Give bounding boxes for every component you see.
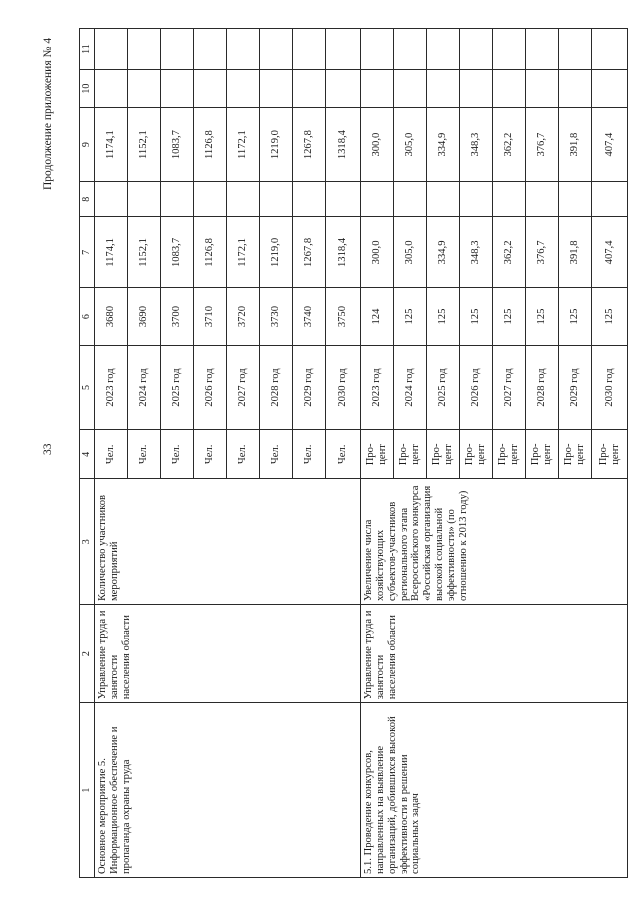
column-header: 6	[80, 288, 95, 345]
cell-c7: 1219,0	[260, 217, 293, 288]
cell-c4: Про-цент	[460, 430, 493, 479]
cell-c10	[493, 70, 526, 108]
cell-c9: 362,2	[493, 108, 526, 182]
cell-c10	[227, 70, 260, 108]
cell-c4: Про-цент	[394, 430, 427, 479]
cell-c10	[326, 70, 361, 108]
cell-c5: 2025 год	[427, 345, 460, 430]
cell-c11	[493, 29, 526, 70]
cell-c10	[460, 70, 493, 108]
cell-c11	[260, 29, 293, 70]
cell-c6: 125	[493, 288, 526, 345]
cell-c11	[293, 29, 326, 70]
cell-c10	[394, 70, 427, 108]
cell-c8	[326, 181, 361, 216]
cell-c7: 1318,4	[326, 217, 361, 288]
cell-c4: Чел.	[161, 430, 194, 479]
cell-c9: 300,0	[361, 108, 394, 182]
column-header: 2	[80, 605, 95, 703]
cell-c5: 2026 год	[194, 345, 227, 430]
cell-c6: 3710	[194, 288, 227, 345]
cell-c6: 125	[526, 288, 559, 345]
cell-c5: 2028 год	[260, 345, 293, 430]
cell-c10	[260, 70, 293, 108]
cell-c9: 1172,1	[227, 108, 260, 182]
cell-c4: Про-цент	[427, 430, 460, 479]
cell-c9: 376,7	[526, 108, 559, 182]
cell-c5: 2030 год	[592, 345, 628, 430]
cell-c6: 125	[592, 288, 628, 345]
cell-c10	[95, 70, 128, 108]
cell-c7: 334,9	[427, 217, 460, 288]
cell-c6: 125	[394, 288, 427, 345]
cell-c9: 1174,1	[95, 108, 128, 182]
cell-c1: 5.1. Проведение конкурсов, направленных на выявление организаций, добившихся высокой эффективности в решении социальных задач	[361, 703, 628, 878]
cell-c8	[460, 181, 493, 216]
cell-c6: 125	[559, 288, 592, 345]
program-measures-table	[79, 28, 628, 878]
cell-c7: 348,3	[460, 217, 493, 288]
cell-c9: 1126,8	[194, 108, 227, 182]
page-number: 33	[42, 443, 54, 455]
cell-c6: 3690	[128, 288, 161, 345]
cell-c8	[194, 181, 227, 216]
cell-c3: Увеличение числа хозяйствующих субъектов-участников регионального этапа Всероссийского конкурса «Российская организация высокой социальной эффективности» (по отношению к 2013 году)	[361, 479, 628, 605]
cell-c5: 2023 год	[95, 345, 128, 430]
cell-c7: 300,0	[361, 217, 394, 288]
cell-c5: 2025 год	[161, 345, 194, 430]
cell-c8	[260, 181, 293, 216]
column-header: 10	[80, 70, 95, 108]
cell-c6: 3750	[326, 288, 361, 345]
cell-c9: 1318,4	[326, 108, 361, 182]
cell-c4: Чел.	[293, 430, 326, 479]
cell-c10	[293, 70, 326, 108]
cell-c5: 2030 год	[326, 345, 361, 430]
cell-c8	[427, 181, 460, 216]
cell-c4: Про-цент	[361, 430, 394, 479]
column-header: 7	[80, 217, 95, 288]
cell-c5: 2027 год	[227, 345, 260, 430]
cell-c5: 2024 год	[128, 345, 161, 430]
cell-c8	[161, 181, 194, 216]
cell-c11	[161, 29, 194, 70]
cell-c6: 125	[460, 288, 493, 345]
cell-c11	[326, 29, 361, 70]
rotated-table-container	[79, 28, 631, 878]
cell-c8	[293, 181, 326, 216]
cell-c9: 1219,0	[260, 108, 293, 182]
table-row	[361, 29, 394, 878]
cell-c4: Чел.	[227, 430, 260, 479]
cell-c11	[95, 29, 128, 70]
cell-c11	[194, 29, 227, 70]
column-header: 8	[80, 181, 95, 216]
cell-c7: 362,2	[493, 217, 526, 288]
cell-c4: Про-цент	[493, 430, 526, 479]
cell-c8	[493, 181, 526, 216]
cell-c6: 3700	[161, 288, 194, 345]
cell-c9: 1083,7	[161, 108, 194, 182]
cell-c5: 2024 год	[394, 345, 427, 430]
cell-c7: 1267,8	[293, 217, 326, 288]
cell-c6: 125	[427, 288, 460, 345]
cell-c6: 3720	[227, 288, 260, 345]
cell-c8	[128, 181, 161, 216]
cell-c11	[559, 29, 592, 70]
cell-c4: Чел.	[260, 430, 293, 479]
cell-c4: Чел.	[326, 430, 361, 479]
cell-c4: Чел.	[128, 430, 161, 479]
cell-c5: 2023 год	[361, 345, 394, 430]
cell-c2: Управление труда и занятости населения области	[361, 605, 628, 703]
cell-c5: 2028 год	[526, 345, 559, 430]
cell-c7: 376,7	[526, 217, 559, 288]
cell-c5: 2029 год	[293, 345, 326, 430]
cell-c11	[128, 29, 161, 70]
cell-c9: 334,9	[427, 108, 460, 182]
page-header	[40, 37, 60, 750]
cell-c11	[361, 29, 394, 70]
cell-c8	[95, 181, 128, 216]
cell-c11	[592, 29, 628, 70]
table-header-row	[80, 29, 95, 878]
cell-c9: 407,4	[592, 108, 628, 182]
cell-c7: 1172,1	[227, 217, 260, 288]
cell-c7: 391,8	[559, 217, 592, 288]
cell-c8	[592, 181, 628, 216]
cell-c5: 2027 год	[493, 345, 526, 430]
cell-c10	[128, 70, 161, 108]
column-header: 9	[80, 108, 95, 182]
cell-c6: 3730	[260, 288, 293, 345]
cell-c9: 1152,1	[128, 108, 161, 182]
column-header: 4	[80, 430, 95, 479]
cell-c5: 2029 год	[559, 345, 592, 430]
column-header: 11	[80, 29, 95, 70]
cell-c10	[559, 70, 592, 108]
table-row	[95, 29, 128, 878]
cell-c8	[559, 181, 592, 216]
cell-c4: Чел.	[95, 430, 128, 479]
cell-c9: 1267,8	[293, 108, 326, 182]
cell-c10	[526, 70, 559, 108]
cell-c5: 2026 год	[460, 345, 493, 430]
cell-c7: 1152,1	[128, 217, 161, 288]
cell-c10	[361, 70, 394, 108]
cell-c1: Основное мероприятие 5. Информационное обеспечение и пропаганда охраны труда	[95, 703, 361, 878]
cell-c11	[460, 29, 493, 70]
cell-c7: 1174,1	[95, 217, 128, 288]
cell-c10	[161, 70, 194, 108]
cell-c9: 305,0	[394, 108, 427, 182]
cell-c10	[592, 70, 628, 108]
cell-c4: Про-цент	[592, 430, 628, 479]
cell-c9: 348,3	[460, 108, 493, 182]
cell-c10	[194, 70, 227, 108]
column-header: 5	[80, 345, 95, 430]
cell-c7: 1126,8	[194, 217, 227, 288]
cell-c6: 124	[361, 288, 394, 345]
cell-c2: Управление труда и занятости населения области	[95, 605, 361, 703]
cell-c9: 391,8	[559, 108, 592, 182]
appendix-continuation-label: Продолжение приложения № 4	[42, 37, 54, 190]
cell-c7: 305,0	[394, 217, 427, 288]
cell-c6: 3740	[293, 288, 326, 345]
cell-c4: Чел.	[194, 430, 227, 479]
cell-c8	[227, 181, 260, 216]
cell-c7: 1083,7	[161, 217, 194, 288]
cell-c3: Количество участников мероприятий	[95, 479, 361, 605]
cell-c8	[361, 181, 394, 216]
column-header: 3	[80, 479, 95, 605]
cell-c6: 3680	[95, 288, 128, 345]
cell-c8	[394, 181, 427, 216]
column-header: 1	[80, 703, 95, 878]
cell-c11	[394, 29, 427, 70]
cell-c4: Про-цент	[559, 430, 592, 479]
cell-c7: 407,4	[592, 217, 628, 288]
cell-c4: Про-цент	[526, 430, 559, 479]
cell-c10	[427, 70, 460, 108]
cell-c11	[427, 29, 460, 70]
cell-c11	[526, 29, 559, 70]
cell-c11	[227, 29, 260, 70]
cell-c8	[526, 181, 559, 216]
